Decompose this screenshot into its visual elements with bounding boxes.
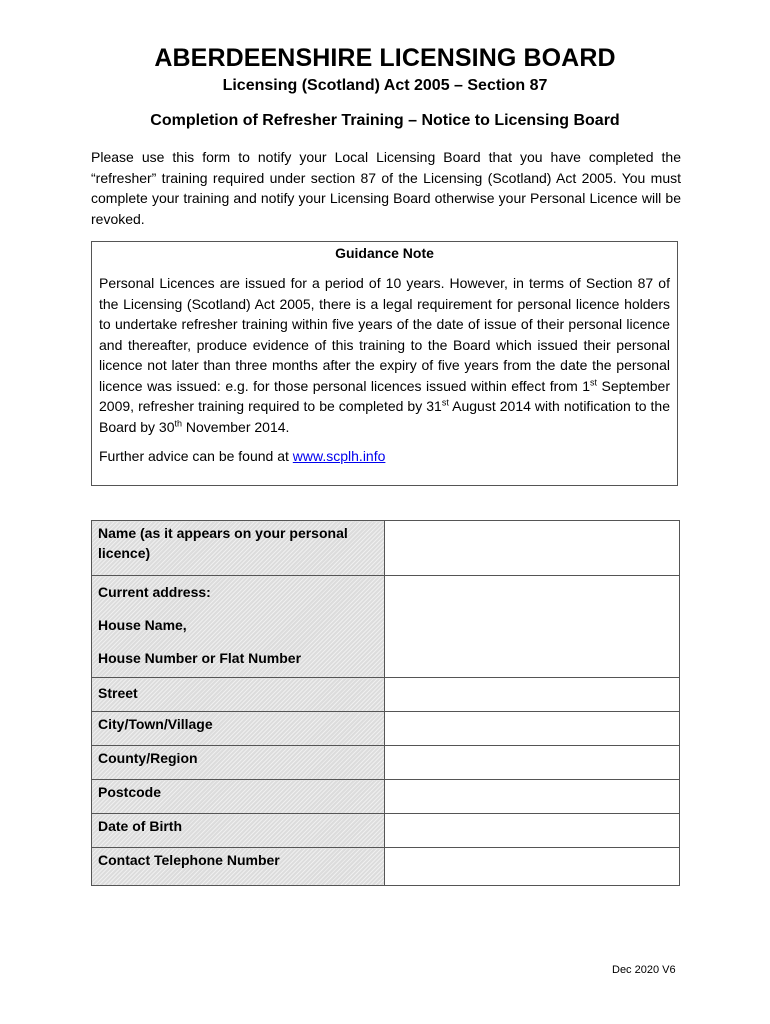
table-row bbox=[92, 746, 680, 780]
version-footer: Dec 2020 V6 bbox=[612, 964, 676, 976]
guidance-sup-3: th bbox=[174, 417, 183, 428]
page-title: ABERDEENSHIRE LICENSING BOARD bbox=[154, 44, 616, 72]
city-field[interactable] bbox=[385, 712, 680, 746]
table-row bbox=[92, 678, 680, 712]
table-row bbox=[92, 780, 680, 814]
guidance-title: Guidance Note bbox=[335, 245, 434, 261]
guidance-advice bbox=[99, 448, 670, 464]
table-row bbox=[92, 521, 680, 576]
postcode-field[interactable] bbox=[385, 780, 680, 814]
guidance-text-1: Personal Licences are issued for a period of 10 years. However, in terms of Section 87 of the Licensing (Scotland) Act 2005, there is a legal requirement for personal licence holders to undertake refresher training within five years of the date of issue of their personal licence and thereafter, produce evidence of this training to the Board which issued their personal licence not later than three months after the expiry of five years from the date the personal licence was issued: e.g. for those personal licences issued within effect from 1 bbox=[99, 275, 670, 394]
county-label: County/Region bbox=[92, 746, 385, 780]
address-label-line-3: House Number or Flat Number bbox=[98, 650, 302, 666]
street-label: Street bbox=[92, 678, 385, 712]
table-row bbox=[92, 576, 680, 678]
guidance-note-box bbox=[91, 241, 678, 486]
dob-label: Date of Birth bbox=[92, 814, 385, 848]
form-heading: Completion of Refresher Training – Notice to Licensing Board bbox=[150, 112, 620, 129]
table-row bbox=[92, 712, 680, 746]
scplh-link[interactable]: www.scplh.info bbox=[292, 448, 386, 464]
guidance-sup-1: st bbox=[590, 376, 598, 387]
guidance-paragraph bbox=[99, 273, 670, 437]
page-subtitle: Licensing (Scotland) Act 2005 – Section 87 bbox=[222, 77, 548, 94]
address-field[interactable] bbox=[385, 576, 680, 678]
postcode-label: Postcode bbox=[92, 780, 385, 814]
address-label-line-2: House Name, bbox=[98, 617, 187, 633]
county-field[interactable] bbox=[385, 746, 680, 780]
intro-paragraph: Please use this form to notify your Local Licensing Board that you have completed the “refresher” training required under section 87 of the Licensing (Scotland) Act 2005. You must complete your training and notify your Licensing Board otherwise your Personal Licence will be revoked. bbox=[91, 149, 681, 227]
guidance-sup-2: st bbox=[441, 397, 449, 408]
telephone-field[interactable] bbox=[385, 848, 680, 886]
city-label: City/Town/Village bbox=[92, 712, 385, 746]
guidance-text-2: September 2009, refresher training required to be completed by 31 bbox=[99, 377, 671, 414]
guidance-text-4: November 2014. bbox=[182, 418, 290, 435]
dob-field[interactable] bbox=[385, 814, 680, 848]
telephone-label: Contact Telephone Number bbox=[92, 848, 385, 886]
table-row bbox=[92, 814, 680, 848]
guidance-text-3: August 2014 with notification to the Board by 30 bbox=[99, 398, 671, 435]
personal-details-table bbox=[91, 520, 680, 886]
name-field[interactable] bbox=[385, 521, 680, 576]
street-field[interactable] bbox=[385, 678, 680, 712]
address-label-line-1: Current address: bbox=[98, 584, 211, 600]
table-row bbox=[92, 848, 680, 886]
name-label: Name (as it appears on your personal licence) bbox=[92, 521, 385, 576]
advice-text: Further advice can be found at bbox=[99, 448, 293, 464]
address-label bbox=[92, 576, 385, 678]
